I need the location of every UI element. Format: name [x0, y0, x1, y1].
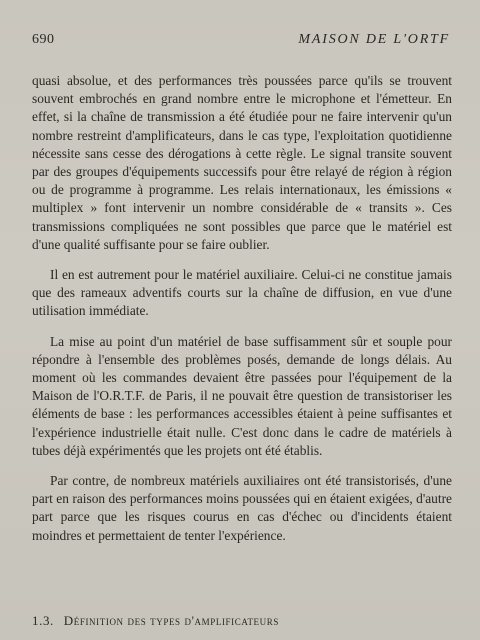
paragraph-4: Par contre, de nombreux matériels auxiliaires ont été transistorisés, d'une part en raison des performances moins poussées qui en étaient exigées, d'autre part parce que les risques courus en cas d'échec ou d'incidents étaient moindres et permettaient de tenter l'expérience. — [32, 473, 452, 543]
paragraph-1: quasi absolue, et des performances très poussées parce qu'ils se trouvent souvent embrochés en grand nombre entre le microphone et l'émetteur. En effet, si la chaîne de transmission a été étudiée pour ne faire intervenir qu'un nombre restreint d'amplificateurs, dans le cas type, l'exploitation quotidienne nécessite sans cesse des dérogations à cette règle. Le signal transite souvent par des groupes d'équipements successifs pour être relayé de région à région ou de programme à programme. Les relais internationaux, les émissions « multiplex » font intervenir un nombre considérable de « transits ». Ces transmissions compliquées ne sont possibles que parce que le matériel est d'une qualité suffisante pour se faire oublier. — [32, 73, 452, 252]
paragraph-gap — [32, 254, 452, 266]
body-text — [32, 72, 452, 545]
section-heading — [32, 613, 279, 629]
section-number: 1.3. — [32, 613, 54, 628]
page-number: 690 — [32, 32, 55, 47]
running-title: MAISON DE L'ORTF — [298, 32, 450, 47]
paragraph-gap — [32, 321, 452, 333]
paragraph-2: Il en est autrement pour le matériel auxiliaire. Celui-ci ne constitue jamais que des rameaux adventifs courts sur la chaîne de diffusion, en vue d'une utilisation immédiate. — [32, 267, 452, 319]
paragraph-gap — [32, 460, 452, 472]
section-title: Définition des types d'amplificateurs — [63, 613, 279, 628]
paragraph-3: La mise au point d'un matériel de base suffisamment sûr et souple pour répondre à l'ensemble des problèmes posés, demande de longs délais. Au moment où les commandes devaient être passées pour l'équipement de la Maison de l'O.R.T.F. de Paris, il ne pouvait être question de transistoriser les éléments de base : les performances accessibles étaient à peine suffisantes et l'expérience industrielle était nulle. C'est donc dans le cadre de matériels à tubes déjà expérimentés que les projets ont été établis. — [32, 333, 452, 458]
page-header — [32, 32, 450, 52]
